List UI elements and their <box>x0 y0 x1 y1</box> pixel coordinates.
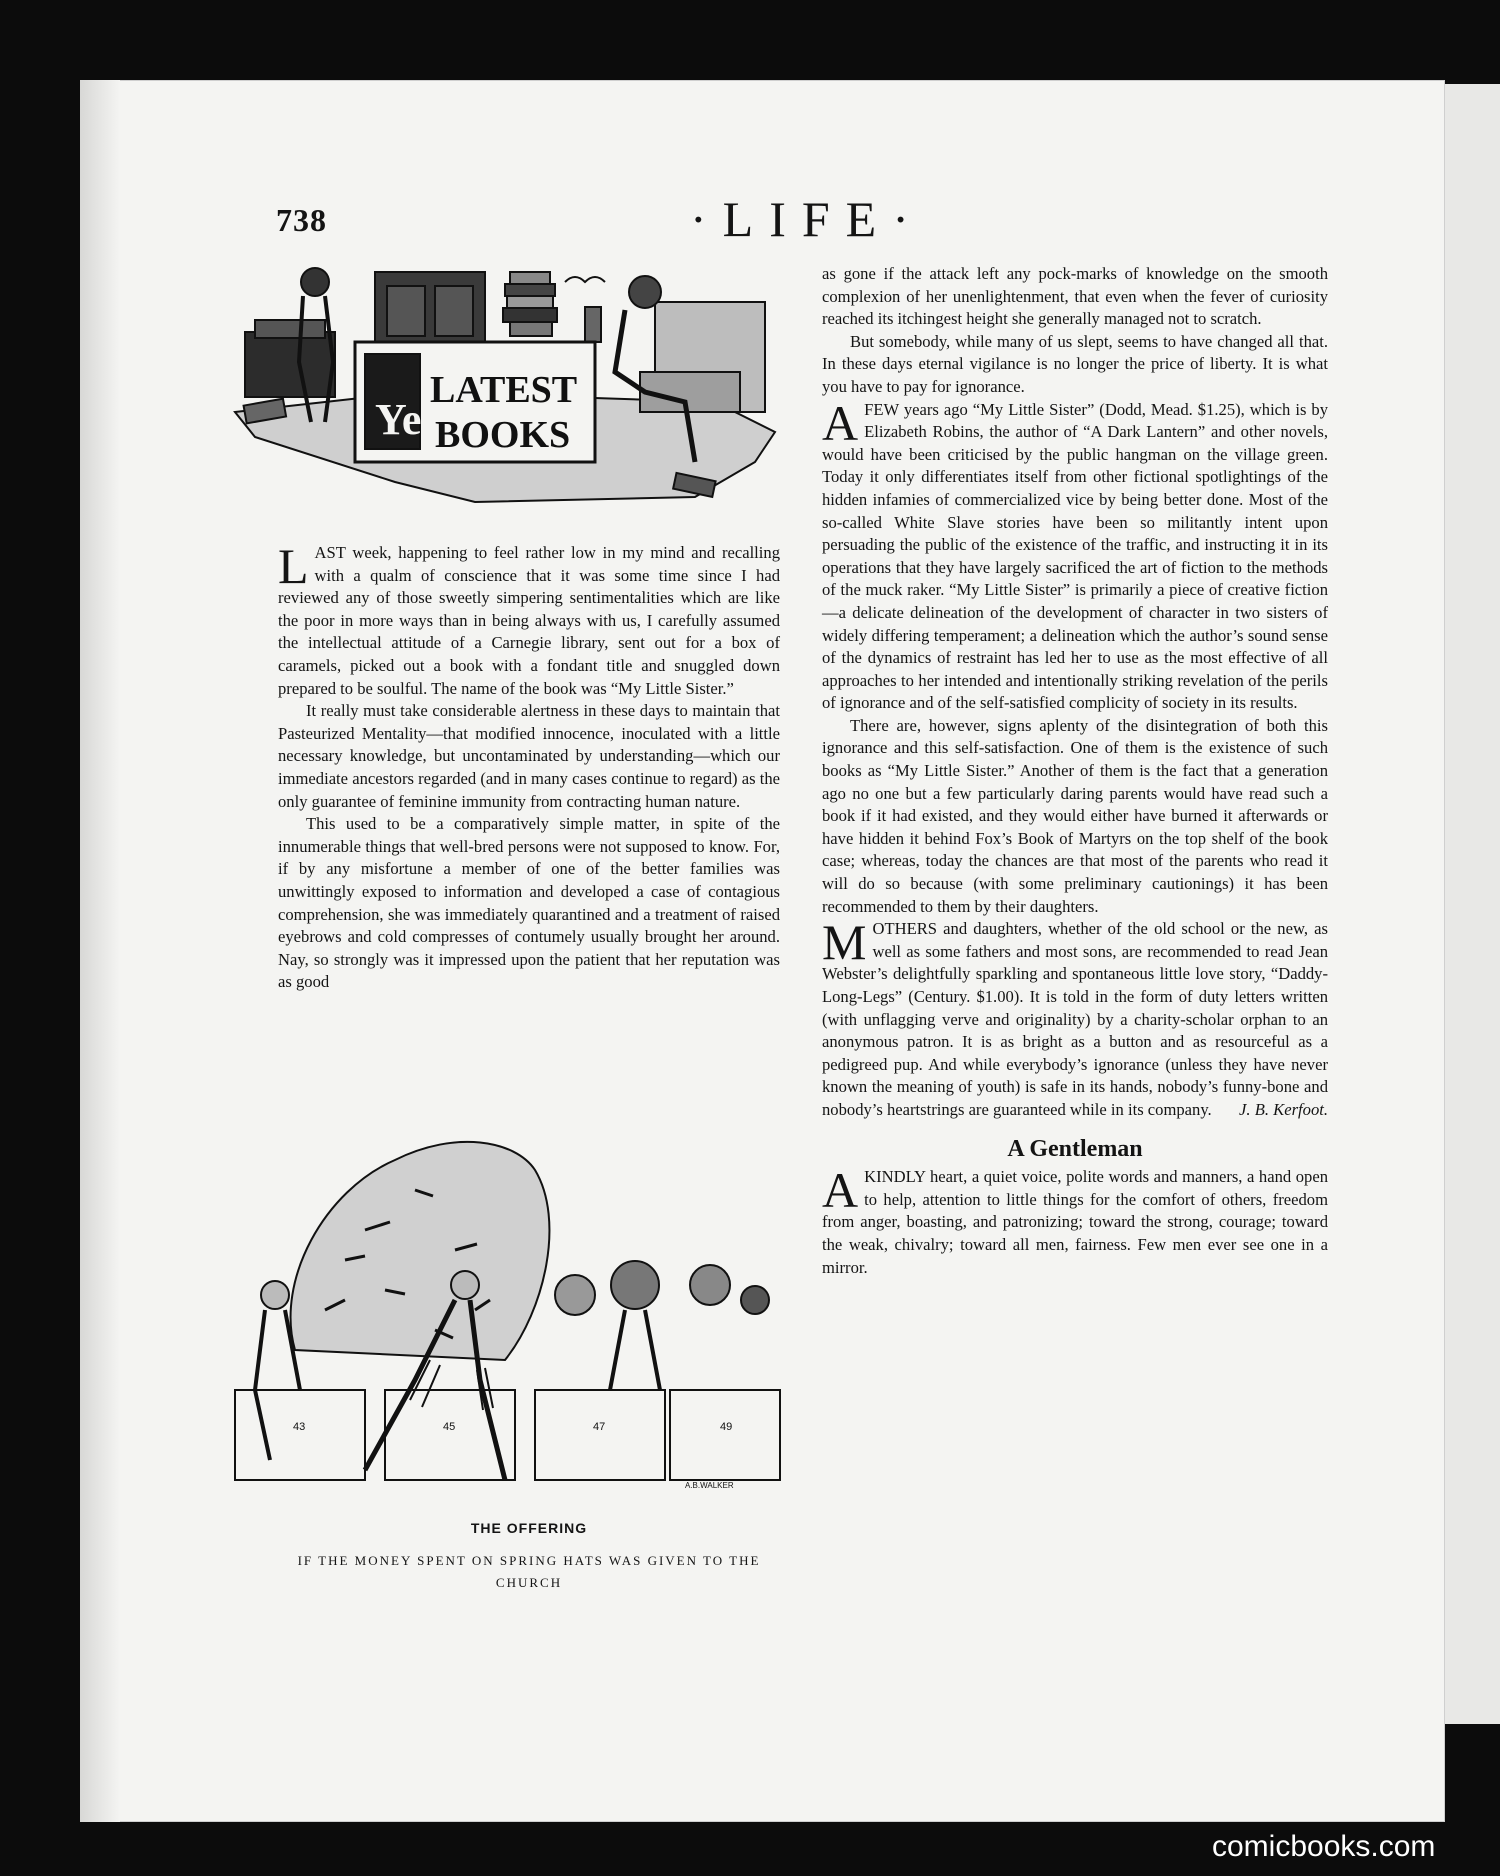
article-left-column <box>278 538 780 994</box>
the-offering-cartoon <box>215 1110 785 1500</box>
artist-signature: A.B.WALKER <box>685 1481 734 1490</box>
page-number: 738 <box>276 202 327 238</box>
banner-ye: Ye <box>375 395 422 444</box>
paragraph-6: AFEW years ago “My Little Sister” (Dodd, Mead. $1.25), which is by Elizabeth Robins, the author of “A Dark Lantern” and other novels, would have been criticised by the public hangman on the village green. Today it only differentiates itself from other fictional spotlightings of the hidden infamies of commercialized vice by being better done. Most of the so-called White Slave stories have been so militantly intent upon persuading the public of the existence of the traffic, and instructing it in its operations that they have largely sacrificed the art of fiction to the methods of the muck raker. “My Little Sister” is primarily a piece of creative fiction—a delicate delineation of the development of character in two sisters of widely differing temperament; a delineation which the author’s sound sense of the dynamics of restraint has led her to use as the most effective of all approaches to her intended and intentionally striking revelation of the perils of ignorance and of the self-satisfied complicity of society in its results. <box>822 394 1328 713</box>
dropcap-l: L <box>278 538 309 594</box>
masthead-title: ·LIFE· <box>690 191 925 247</box>
pew-number-1: 43 <box>293 1421 306 1433</box>
pew-number-3: 47 <box>593 1421 606 1433</box>
gentleman-heading: A Gentleman <box>1007 1135 1143 1162</box>
paragraph-5: But somebody, while many of us slept, seems to have changed all that. In these days eternal vigilance is no longer the price of liberty. It is what you have to pay for ignorance. <box>822 331 1328 396</box>
cartoon-title: THE OFFERING <box>470 1520 588 1536</box>
pew-number-4: 49 <box>720 1421 733 1433</box>
author-signature: J. B. Kerfoot. <box>1239 1099 1328 1119</box>
latest-books-illustration <box>215 262 785 532</box>
pew-number-2: 45 <box>443 1421 456 1433</box>
paragraph-2: It really must take considerable alertness in these days to maintain that Pasteurized Mentality—that modified innocence, inoculated with a little necessary knowledge, but uncontaminated by understanding—which our immediate ancestors regarded (and in many cases continue to regard) as the only guarantee of feminine immunity from contracting human nature. <box>278 701 780 811</box>
paragraph-4: as gone if the attack left any pock-marks of knowledge on the smooth complexion of her unenlightenment, that even when the fever of curiosity reached its itchingest height she generally managed not to scratch. <box>822 264 1328 329</box>
gentleman-paragraph: AKINDLY heart, a quiet voice, polite words and manners, a hand open to help, attention to little things for the comfort of others, freedom from anger, boasting, and patronizing; toward the strong, courage; toward the weak, chivalry; toward all men, fairness. Few men ever see one in a mirror. <box>822 1162 1328 1277</box>
dropcap-a: A <box>822 394 859 451</box>
dropcap-m: M <box>822 914 867 971</box>
banner-books: BOOKS <box>435 414 571 456</box>
next-page-edge <box>1445 84 1500 1724</box>
dropcap-a2: A <box>822 1162 859 1219</box>
paragraph-3: This used to be a comparatively simple matter, in spite of the innumerable things that well-bred persons were not supposed to know. For, if by any misfortune a member of one of the better families was unwittingly exposed to information and developed a case of contagious comprehension, she was immediately quarantined and a treatment of raised eyebrows and cold compresses of contumely usually brought her around. Nay, so strongly was it impressed upon the patient that her reputation was as good <box>278 814 780 992</box>
article-right-column <box>822 263 1328 1279</box>
paragraph-8: MOTHERS and daughters, whether of the old school or the new, as well as some fathers and most sons, are recommended to read Jean Webster’s delightfully sparkling and spontaneous little love story, “Daddy-Long-Legs” (Century. $1.00). It is told in the form of duty letters written (with unflagging verve and originality) by a charity-scholar orphan to an anonymous patron. It is as bright as a button and as resourceful as a pedigreed pup. And while everybody’s ignorance (unless they have never known the meaning of youth) is safe in its hands, nobody’s funny-bone and nobody’s heartstrings are guaranteed while in its company. J. B. Kerfoot. <box>822 918 1328 1121</box>
site-watermark: comicbooks.com <box>1212 1830 1436 1863</box>
banner-latest: LATEST <box>430 369 578 411</box>
cartoon-caption: IF THE MONEY SPENT ON SPRING HATS WAS GIVEN TO THE CHURCH <box>297 1553 761 1590</box>
paragraph-7: There are, however, signs aplenty of the disintegration of both this ignorance and this self-satisfaction. One of them is the existence of such books as “My Little Sister.” Another of them is the fact that a generation ago no one but a few particularly daring parents would have read such a book if it had existed, and they would either have burned it afterwards or have hidden it behind Fox’s Book of Martyrs on the top shelf of the book case; whereas, today the chances are that most of the parents who read it will do so because (with some preliminary cautionings) it has been recommended to them by their daughters. <box>822 715 1328 916</box>
paragraph-1: LAST week, happening to feel rather low in my mind and recalling with a qualm of conscience that it was some time since I had reviewed any of those sweetly simpering sentimentalities which are like the poor in more ways than in being always with us, I carefully assumed the intellectual attitude of a Carnegie library, sent out for a box of caramels, picked out a book with a fondant title and snuggled down prepared to be soulful. The name of the book was “My Little Sister.” <box>278 538 780 698</box>
page-gutter-shadow <box>80 80 120 1822</box>
